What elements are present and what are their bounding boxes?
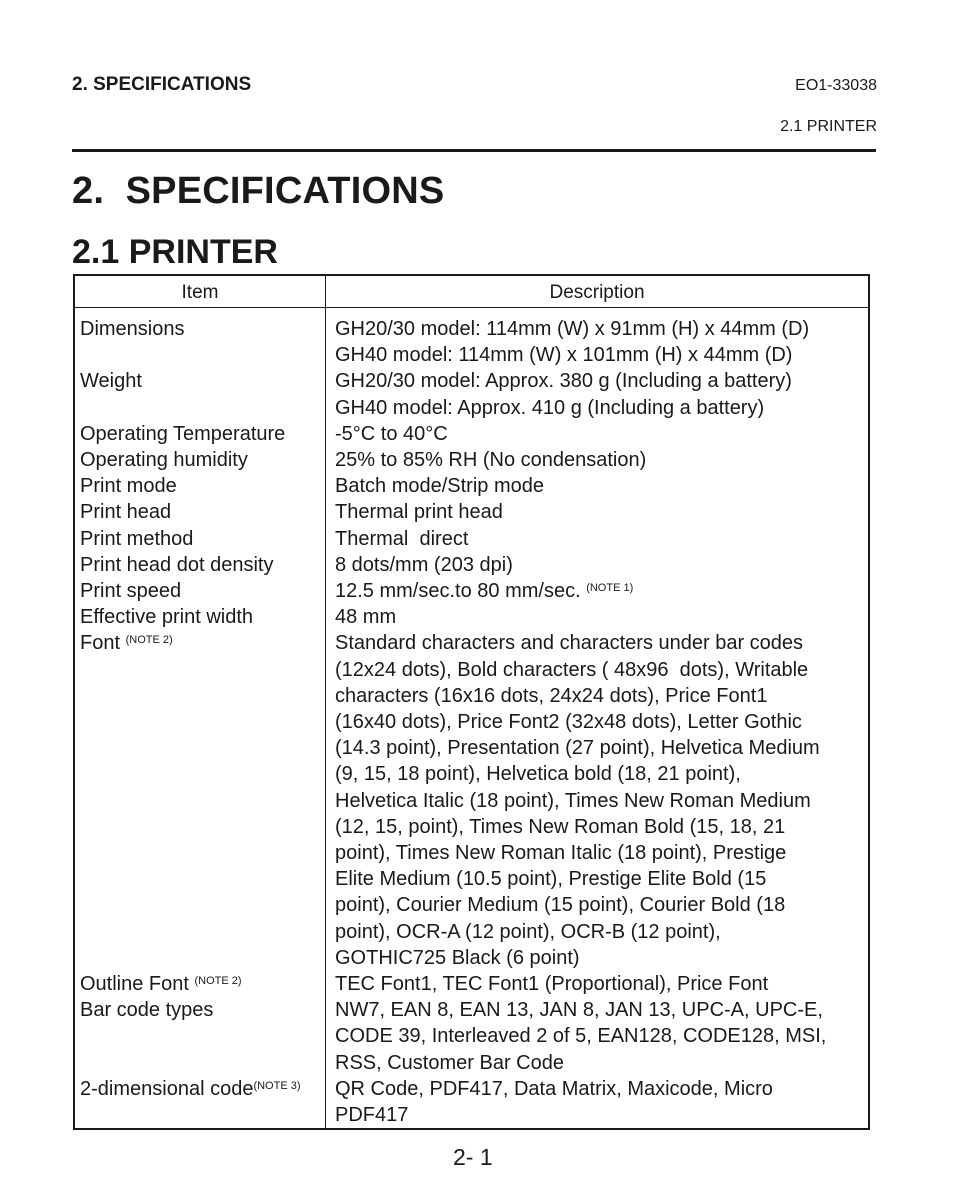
header-subsection: 2.1 PRINTER bbox=[780, 118, 877, 135]
desc-2d-code-line: PDF417 bbox=[335, 1104, 409, 1127]
item-2d-code-label: 2-dimensional code bbox=[80, 1077, 254, 1100]
desc-print-speed-value: 12.5 mm/sec.to 80 mm/sec. bbox=[335, 580, 581, 603]
desc-print-mode: Batch mode/Strip mode bbox=[335, 475, 544, 498]
item-print-method: Print method bbox=[80, 527, 194, 550]
description-column bbox=[335, 316, 865, 1128]
desc-print-speed bbox=[335, 578, 865, 604]
item-dimensions: Dimensions bbox=[80, 318, 185, 340]
print-speed-note: (NOTE 1) bbox=[586, 582, 634, 595]
desc-font-line: point), Times New Roman Italic (18 point), Prestige bbox=[335, 842, 787, 865]
desc-font-line: Elite Medium (10.5 point), Prestige Elite Bold (15 bbox=[335, 868, 767, 891]
item-operating-temperature: Operating Temperature bbox=[80, 422, 286, 445]
item-print-mode: Print mode bbox=[80, 475, 177, 498]
desc-print-head: Thermal print head bbox=[335, 501, 503, 524]
outline-font-note: (NOTE 2) bbox=[194, 974, 242, 987]
item-barcode-types: Bar code types bbox=[80, 999, 214, 1022]
desc-operating-temperature: -5°C to 40°C bbox=[335, 422, 448, 445]
desc-outline-font: TEC Font1, TEC Font1 (Proportional), Price Font bbox=[335, 973, 769, 996]
header-section: 2. SPECIFICATIONS bbox=[72, 74, 252, 95]
desc-font-list bbox=[335, 630, 865, 971]
desc-font-line: characters (16x16 dots, 24x24 dots), Price Font1 bbox=[335, 684, 768, 707]
desc-print-width: 48 mm bbox=[335, 606, 397, 629]
item-font-label: Font bbox=[80, 632, 121, 655]
item-dot-density: Print head dot density bbox=[80, 553, 274, 576]
desc-barcode-line: CODE 39, Interleaved 2 of 5, EAN128, CODE128, MSI, bbox=[335, 1025, 827, 1048]
desc-font-line: (12x24 dots), Bold characters ( 48x96 dots), Writable bbox=[335, 658, 809, 681]
column-header-description: Description bbox=[549, 282, 645, 303]
desc-weight-2: GH40 model: Approx. 410 g (Including a battery) bbox=[335, 396, 765, 419]
item-weight: Weight bbox=[80, 370, 142, 393]
desc-print-method: Thermal direct bbox=[335, 527, 469, 550]
desc-font-line: (9, 15, 18 point), Helvetica bold (18, 21 point), bbox=[335, 763, 741, 786]
desc-font-line: point), Courier Medium (15 point), Courier Bold (18 bbox=[335, 894, 786, 917]
desc-font-line: Standard characters and characters under bar codes bbox=[335, 632, 804, 655]
desc-font-line: GOTHIC725 Black (6 point) bbox=[335, 946, 580, 969]
column-divider bbox=[325, 276, 326, 1128]
spec-table bbox=[73, 274, 870, 1130]
item-print-head: Print head bbox=[80, 501, 172, 524]
desc-dot-density: 8 dots/mm (203 dpi) bbox=[335, 553, 513, 576]
desc-font-line: Helvetica Italic (18 point), Times New Roman Medium bbox=[335, 789, 811, 812]
item-outline-font-label: Outline Font bbox=[80, 972, 189, 995]
item-operating-humidity: Operating humidity bbox=[80, 448, 248, 471]
item-print-width: Effective print width bbox=[80, 606, 254, 629]
desc-font-line: (16x40 dots), Price Font2 (32x48 dots), Letter Gothic bbox=[335, 711, 802, 734]
header-rule bbox=[72, 149, 876, 152]
desc-2d-code-list bbox=[335, 1076, 865, 1128]
desc-2d-code-line: QR Code, PDF417, Data Matrix, Maxicode, Micro bbox=[335, 1077, 773, 1100]
desc-dimensions-2: GH40 model: 114mm (W) x 101mm (H) x 44mm (D) bbox=[335, 344, 793, 367]
desc-barcode-list bbox=[335, 997, 865, 1076]
desc-operating-humidity: 25% to 85% RH (No condensation) bbox=[335, 449, 647, 472]
desc-font-line: (14.3 point), Presentation (27 point), Helvetica Medium bbox=[335, 737, 820, 760]
page-title: 2. SPECIFICATIONS bbox=[72, 170, 445, 212]
desc-barcode-line: NW7, EAN 8, EAN 13, JAN 8, JAN 13, UPC-A, UPC-E, bbox=[335, 999, 823, 1022]
header-divider bbox=[75, 307, 868, 308]
desc-font-line: point), OCR-A (12 point), OCR-B (12 point), bbox=[335, 920, 721, 943]
item-column bbox=[80, 316, 323, 1102]
font-note: (NOTE 2) bbox=[125, 634, 173, 647]
item-2d-code bbox=[80, 1076, 323, 1102]
desc-weight-1: GH20/30 model: Approx. 380 g (Including a battery) bbox=[335, 370, 792, 393]
column-header-item: Item bbox=[181, 282, 219, 303]
page-number: 2- 1 bbox=[453, 1144, 493, 1170]
header-doc-id: EO1-33038 bbox=[795, 77, 877, 94]
2d-code-note: (NOTE 3) bbox=[253, 1079, 301, 1092]
item-outline-font bbox=[80, 971, 323, 997]
desc-dimensions-1: GH20/30 model: 114mm (W) x 91mm (H) x 44mm (D) bbox=[335, 318, 810, 340]
item-font bbox=[80, 630, 323, 656]
section-title: 2.1 PRINTER bbox=[72, 233, 278, 271]
desc-barcode-line: RSS, Customer Bar Code bbox=[335, 1051, 564, 1074]
desc-font-line: (12, 15, point), Times New Roman Bold (15, 18, 21 bbox=[335, 815, 786, 838]
item-print-speed: Print speed bbox=[80, 580, 182, 602]
